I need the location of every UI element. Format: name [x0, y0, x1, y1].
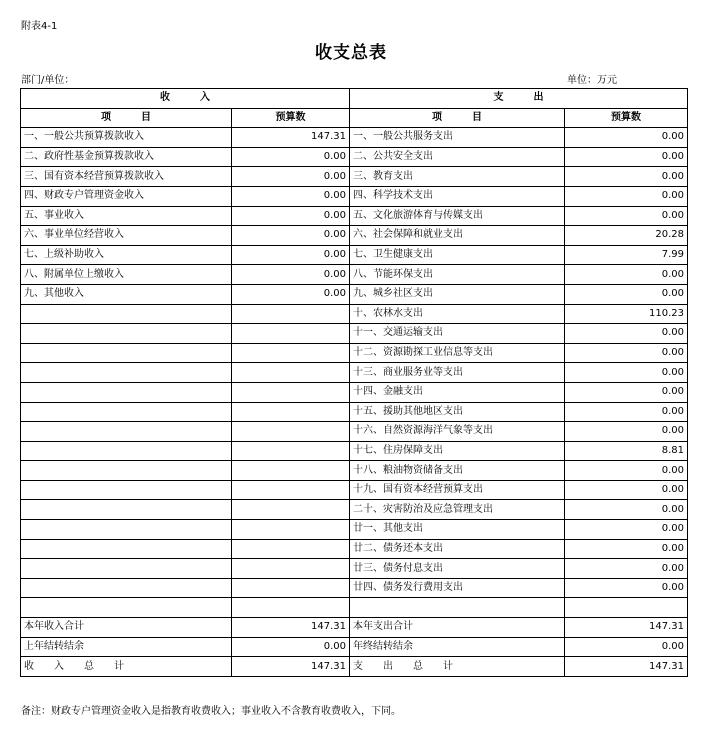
- expense-item-cell: 十八、粮油物资储备支出: [350, 461, 565, 481]
- table-row: [21, 598, 688, 618]
- expense-item-cell: 十六、自然资源海洋气象等支出: [350, 422, 565, 442]
- income-item-cell: [21, 382, 232, 402]
- income-item-cell: [21, 500, 232, 520]
- expense-budget-cell: 110.23: [565, 304, 688, 324]
- income-budget-cell: [232, 382, 350, 402]
- income-budget-cell: [232, 363, 350, 383]
- expense-item-cell: 廿一、其他支出: [350, 520, 565, 540]
- expense-budget-cell: 0.00: [565, 147, 688, 167]
- expense-item-header: 项 目: [350, 108, 565, 128]
- expense-budget-cell: 0.00: [565, 559, 688, 579]
- table-row: [21, 265, 688, 285]
- income-budget-cell: [232, 520, 350, 540]
- section-header-row: [21, 89, 688, 109]
- expense-item-cell: 十一、交通运输支出: [350, 324, 565, 344]
- table-row: [21, 402, 688, 422]
- income-budget-cell: [232, 461, 350, 481]
- income-item-cell: [21, 441, 232, 461]
- income-item-cell: 六、事业单位经营收入: [21, 226, 232, 246]
- expense-item-cell: 十二、资源勘探工业信息等支出: [350, 343, 565, 363]
- income-budget-cell: 0.00: [232, 226, 350, 246]
- income-item-header: 项 目: [21, 108, 232, 128]
- income-item-cell: [21, 480, 232, 500]
- expense-budget-cell: 0.00: [565, 324, 688, 344]
- income-budget-cell: 0.00: [232, 284, 350, 304]
- income-item-cell: 二、政府性基金预算拨款收入: [21, 147, 232, 167]
- income-item-cell: 八、附属单位上缴收入: [21, 265, 232, 285]
- income-item-cell: [21, 461, 232, 481]
- expense-budget-cell: 0.00: [565, 343, 688, 363]
- income-expense-table: [20, 88, 688, 677]
- income-item-cell: 本年收入合计: [21, 618, 232, 638]
- income-budget-cell: 0.00: [232, 206, 350, 226]
- expense-budget-cell: 0.00: [565, 186, 688, 206]
- expense-item-cell: 本年支出合计: [350, 618, 565, 638]
- expense-budget-cell: 0.00: [565, 284, 688, 304]
- income-budget-cell: 0.00: [232, 265, 350, 285]
- income-budget-cell: [232, 441, 350, 461]
- income-item-cell: 三、国有资本经营预算拨款收入: [21, 167, 232, 187]
- expense-budget-cell: 0.00: [565, 578, 688, 598]
- expense-item-cell: 九、城乡社区支出: [350, 284, 565, 304]
- income-item-cell: [21, 402, 232, 422]
- expense-item-cell: 廿三、债务付息支出: [350, 559, 565, 579]
- income-item-cell: [21, 559, 232, 579]
- income-item-cell: [21, 363, 232, 383]
- expense-budget-cell: 0.00: [565, 128, 688, 148]
- expense-item-cell: 七、卫生健康支出: [350, 245, 565, 265]
- table-row: [21, 128, 688, 148]
- income-item-cell: 收 入 总 计: [21, 657, 232, 677]
- income-budget-cell: 0.00: [232, 637, 350, 657]
- table-row: [21, 167, 688, 187]
- department-label: 部门/单位：: [21, 75, 75, 86]
- column-header-row: [21, 108, 688, 128]
- expense-budget-cell: 8.81: [565, 441, 688, 461]
- income-section-header: 收 入: [21, 89, 350, 109]
- expense-budget-cell: 0.00: [565, 520, 688, 540]
- table-row: [21, 186, 688, 206]
- income-item-cell: [21, 304, 232, 324]
- income-budget-cell: [232, 578, 350, 598]
- expense-item-cell: 二十、灾害防治及应急管理支出: [350, 500, 565, 520]
- table-row: [21, 382, 688, 402]
- expense-budget-cell: 0.00: [565, 461, 688, 481]
- income-budget-cell: 0.00: [232, 167, 350, 187]
- table-row: [21, 578, 688, 598]
- table-row: [21, 480, 688, 500]
- table-row: [21, 657, 688, 677]
- income-item-cell: [21, 422, 232, 442]
- income-budget-header: 预算数: [232, 108, 350, 128]
- expense-item-cell: 一、一般公共服务支出: [350, 128, 565, 148]
- table-row: [21, 324, 688, 344]
- expense-budget-cell: 0.00: [565, 480, 688, 500]
- table-row: [21, 147, 688, 167]
- expense-item-cell: 廿四、债务发行费用支出: [350, 578, 565, 598]
- expense-item-cell: 五、文化旅游体育与传媒支出: [350, 206, 565, 226]
- page-title: 收支总表: [315, 43, 387, 63]
- income-item-cell: 一、一般公共预算拨款收入: [21, 128, 232, 148]
- expense-item-cell: [350, 598, 565, 618]
- expense-budget-cell: 0.00: [565, 265, 688, 285]
- income-budget-cell: 0.00: [232, 186, 350, 206]
- expense-budget-cell: 0.00: [565, 402, 688, 422]
- income-item-cell: [21, 343, 232, 363]
- income-budget-cell: [232, 343, 350, 363]
- income-item-cell: [21, 520, 232, 540]
- table-row: [21, 441, 688, 461]
- income-budget-cell: [232, 422, 350, 442]
- income-item-cell: [21, 539, 232, 559]
- table-row: [21, 539, 688, 559]
- income-budget-cell: 0.00: [232, 147, 350, 167]
- expense-budget-cell: 0.00: [565, 422, 688, 442]
- table-row: [21, 363, 688, 383]
- income-budget-cell: [232, 539, 350, 559]
- expense-item-cell: 四、科学技术支出: [350, 186, 565, 206]
- expense-section-header: 支 出: [350, 89, 688, 109]
- footnote: 备注：财政专户管理资金收入是指教育收费收入；事业收入不含教育收费收入，下同。: [21, 706, 401, 717]
- income-item-cell: [21, 324, 232, 344]
- expense-item-cell: 支 出 总 计: [350, 657, 565, 677]
- expense-item-cell: 十四、金融支出: [350, 382, 565, 402]
- expense-item-cell: 十七、住房保障支出: [350, 441, 565, 461]
- table-row: [21, 520, 688, 540]
- expense-item-cell: 十三、商业服务业等支出: [350, 363, 565, 383]
- table-row: [21, 245, 688, 265]
- table-row: [21, 500, 688, 520]
- expense-item-cell: 廿二、债务还本支出: [350, 539, 565, 559]
- income-budget-cell: [232, 559, 350, 579]
- expense-budget-cell: 0.00: [565, 382, 688, 402]
- income-budget-cell: [232, 480, 350, 500]
- expense-budget-header: 预算数: [565, 108, 688, 128]
- table-row: [21, 618, 688, 638]
- income-item-cell: [21, 578, 232, 598]
- table-row: [21, 206, 688, 226]
- expense-budget-cell: 7.99: [565, 245, 688, 265]
- expense-budget-cell: 0.00: [565, 500, 688, 520]
- expense-item-cell: 十五、援助其他地区支出: [350, 402, 565, 422]
- expense-budget-cell: 0.00: [565, 206, 688, 226]
- table-row: [21, 559, 688, 579]
- expense-item-cell: 八、节能环保支出: [350, 265, 565, 285]
- table-row: [21, 461, 688, 481]
- expense-item-cell: 六、社会保障和就业支出: [350, 226, 565, 246]
- expense-budget-cell: 0.00: [565, 539, 688, 559]
- income-item-cell: [21, 598, 232, 618]
- income-budget-cell: [232, 598, 350, 618]
- expense-item-cell: 十九、国有资本经营预算支出: [350, 480, 565, 500]
- income-item-cell: 上年结转结余: [21, 637, 232, 657]
- table-row: [21, 304, 688, 324]
- income-budget-cell: 147.31: [232, 618, 350, 638]
- table-row: [21, 284, 688, 304]
- expense-budget-cell: 147.31: [565, 618, 688, 638]
- expense-budget-cell: 147.31: [565, 657, 688, 677]
- expense-budget-cell: 0.00: [565, 167, 688, 187]
- income-item-cell: 四、财政专户管理资金收入: [21, 186, 232, 206]
- income-budget-cell: 0.00: [232, 245, 350, 265]
- income-budget-cell: 147.31: [232, 128, 350, 148]
- expense-budget-cell: 0.00: [565, 637, 688, 657]
- attachment-label: 附表4-1: [21, 21, 58, 32]
- expense-budget-cell: 0.00: [565, 363, 688, 383]
- table-row: [21, 226, 688, 246]
- table-row: [21, 343, 688, 363]
- table-row: [21, 637, 688, 657]
- expense-item-cell: 二、公共安全支出: [350, 147, 565, 167]
- income-budget-cell: [232, 500, 350, 520]
- table-row: [21, 422, 688, 442]
- expense-item-cell: 三、教育支出: [350, 167, 565, 187]
- expense-item-cell: 十、农林水支出: [350, 304, 565, 324]
- income-budget-cell: [232, 324, 350, 344]
- expense-item-cell: 年终结转结余: [350, 637, 565, 657]
- income-item-cell: 五、事业收入: [21, 206, 232, 226]
- income-item-cell: 七、上级补助收入: [21, 245, 232, 265]
- expense-budget-cell: [565, 598, 688, 618]
- income-budget-cell: [232, 304, 350, 324]
- income-item-cell: 九、其他收入: [21, 284, 232, 304]
- expense-budget-cell: 20.28: [565, 226, 688, 246]
- income-budget-cell: [232, 402, 350, 422]
- table-body: [21, 89, 688, 677]
- income-budget-cell: 147.31: [232, 657, 350, 677]
- unit-label: 单位：万元: [567, 75, 617, 86]
